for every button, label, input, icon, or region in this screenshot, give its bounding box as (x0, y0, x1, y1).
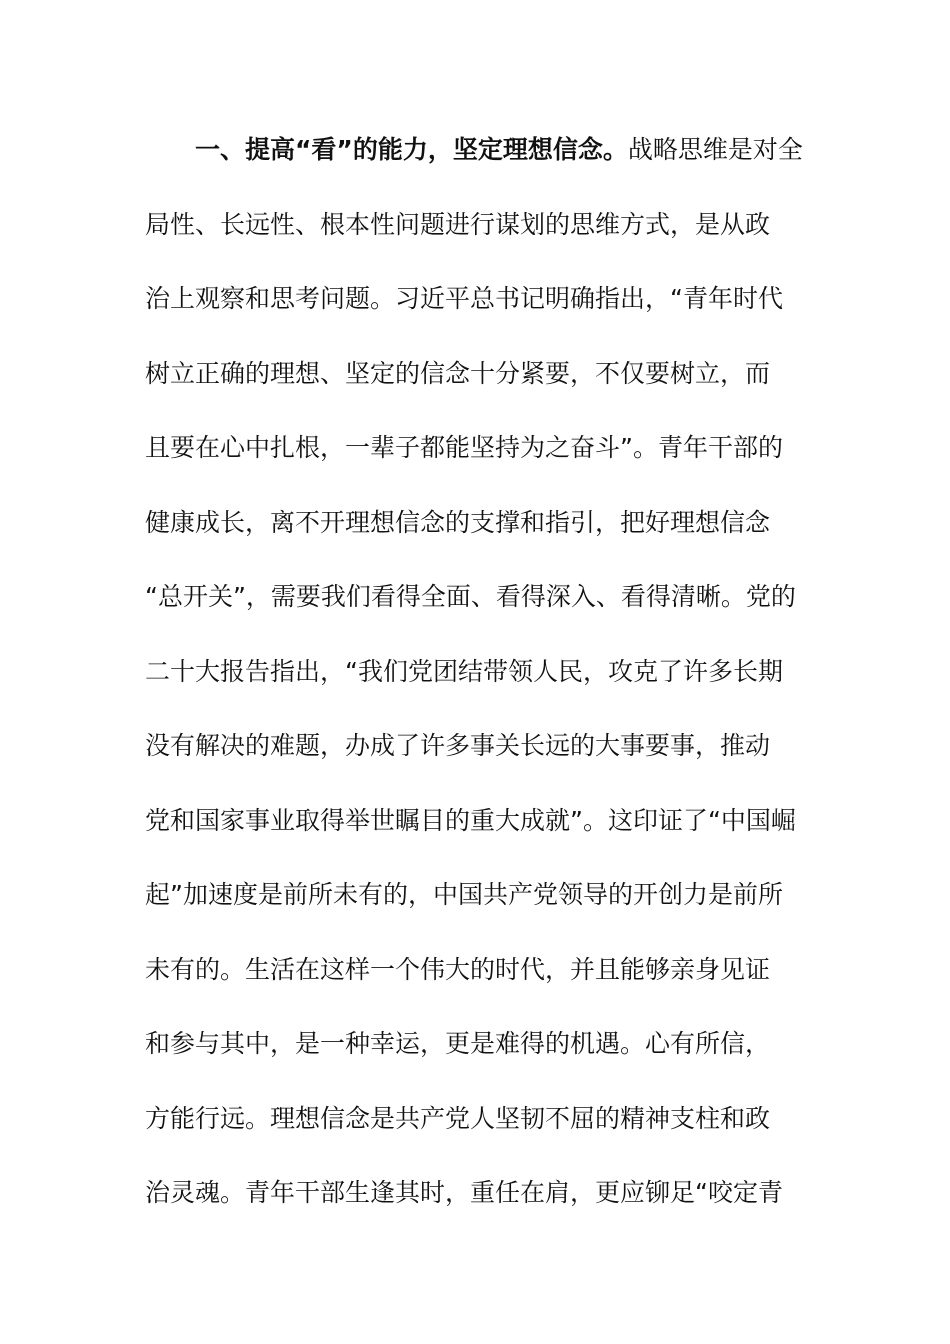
paragraph-line-4: 树立正确的理想、坚定的信念十分紧要，不仅要树立，而 (145, 358, 771, 388)
paragraph-line-2: 局性、长远性、根本性问题进行谋划的思维方式，是从政 (145, 209, 771, 239)
paragraph-line-11: 起”加速度是前所未有的，中国共产党领导的开创力是前所 (145, 880, 783, 909)
paragraph-line-3: 治上观察和思考问题。习近平总书记明确指出，“青年时代 (145, 284, 783, 313)
paragraph-line-10: 党和国家事业取得举世瞩目的重大成就”。这印证了“中国崛 (145, 805, 796, 835)
section-heading: 一、提高“看”的能力，坚定理想信念。 (195, 135, 628, 164)
paragraph-line-1 (145, 113, 815, 188)
paragraph-line-6: 健康成长，离不开理想信念的支撑和指引，把好理想信念 (145, 507, 771, 537)
paragraph-line-7: “总开关”，需要我们看得全面、看得深入、看得清晰。党的 (145, 582, 796, 611)
body-paragraph (145, 113, 815, 1231)
paragraph-line-15: 治灵魂。青年干部生逢其时，重任在肩，更应铆足“咬定青 (145, 1178, 783, 1207)
paragraph-line-5: 且要在心中扎根，一辈子都能坚持为之奋斗”。青年干部的 (145, 433, 783, 462)
paragraph-line-8: 二十大报告指出，“我们党团结带领人民，攻克了许多长期 (145, 656, 783, 686)
paragraph-line-12: 未有的。生活在这样一个伟大的时代，并且能够亲身见证 (145, 954, 771, 984)
paragraph-line-14: 方能行远。理想信念是共产党人坚韧不屈的精神支柱和政 (145, 1103, 771, 1133)
paragraph-line-13: 和参与其中，是一种幸运，更是难得的机遇。心有所信， (145, 1029, 771, 1058)
paragraph-line-9: 没有解决的难题，办成了许多事关长远的大事要事，推动 (145, 731, 771, 760)
paragraph-text: 战略思维是对全 (627, 135, 803, 164)
